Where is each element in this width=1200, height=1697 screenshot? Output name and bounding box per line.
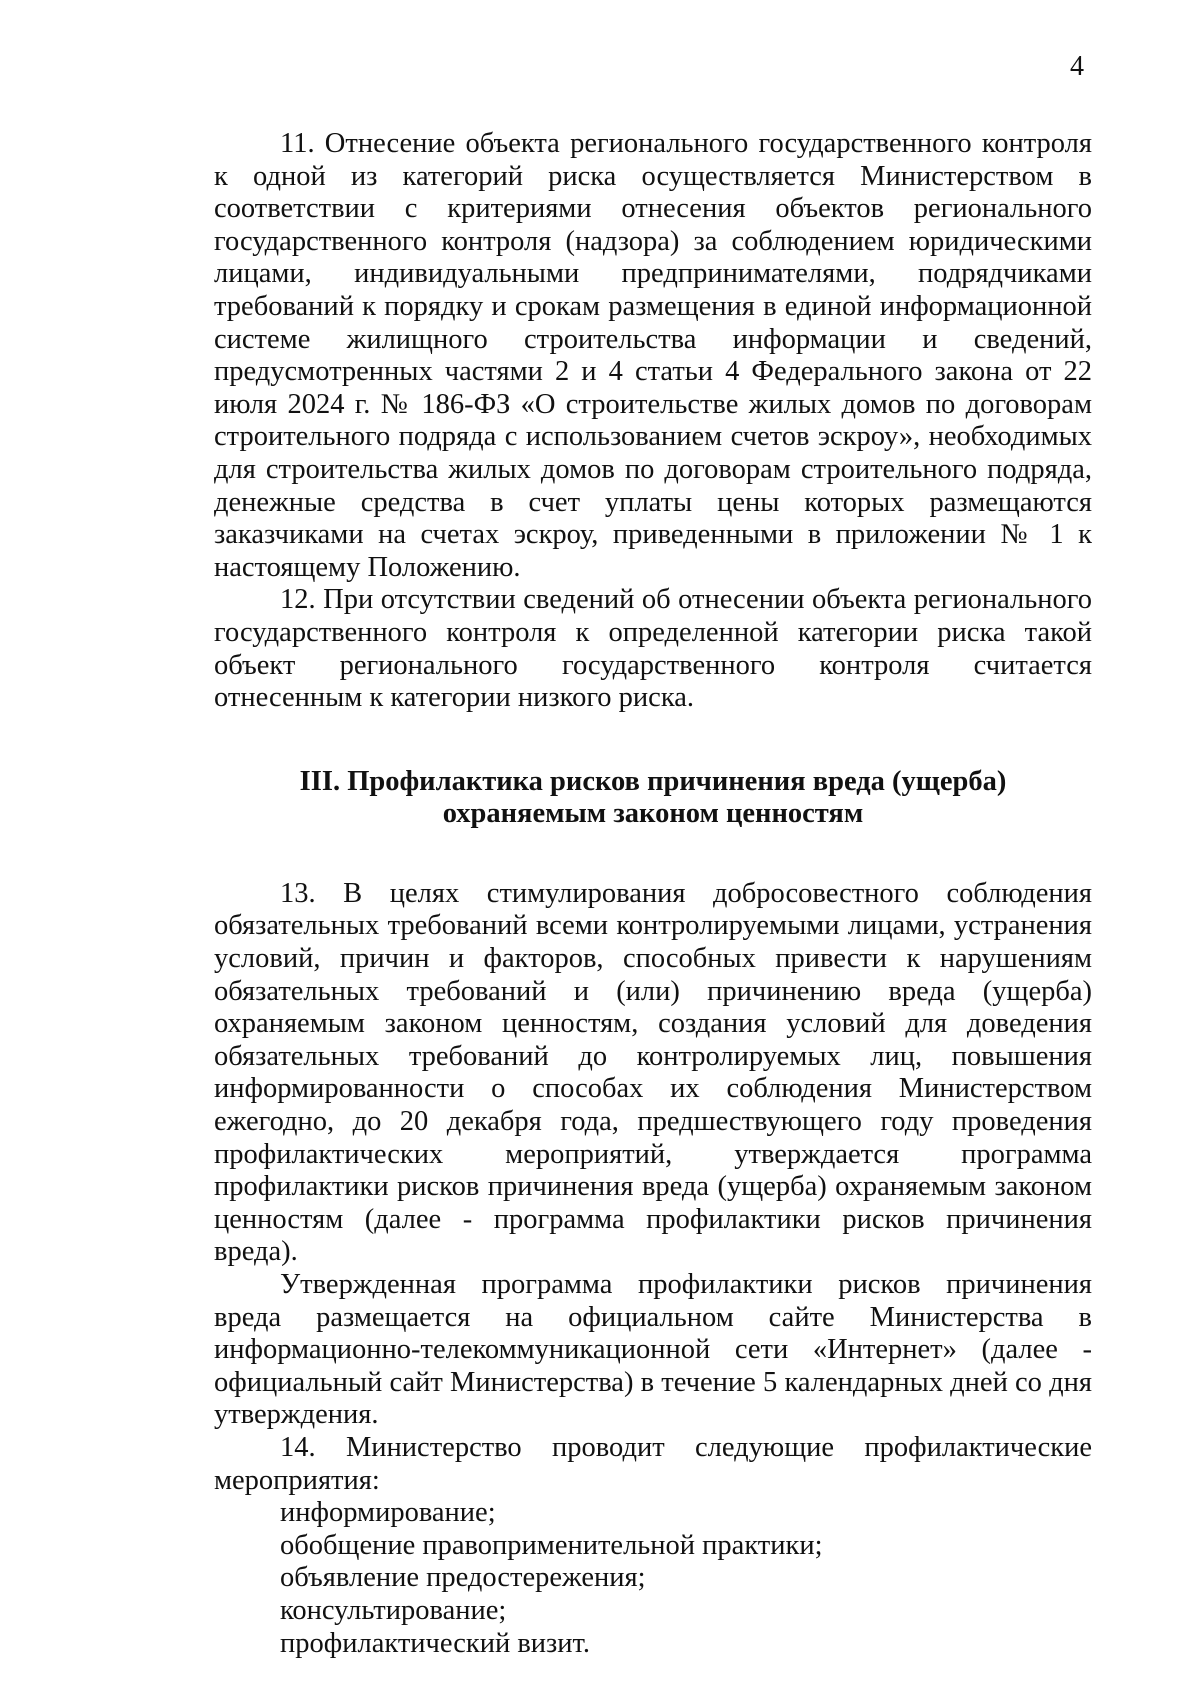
list-item: информирование; [280,1497,496,1529]
list-item: профилактический визит. [280,1627,590,1659]
section-heading-line-2: охраняемым законом ценностям [442,798,864,830]
paragraph-13: 13. В целях стимулирования добросовестного соблюдения обязательных требований всеми контролируемыми лицами, устранения условий, причин и факторов, способных привести к нарушениям обязательных требований и (или) причинению вреда (ущерба) охраняемым законом ценностям, создания условий для доведения обязательных требований до контролируемых лиц, повышения информированности о способах их соблюдения Министерством ежегодно, до 20 декабря года, предшествующего году проведения профилактических мероприятий, утверждается программа профилактики рисков причинения вреда (ущерба) охраняемым законом ценностям (далее - программа профилактики рисков причинения вреда). [214,877,1092,1268]
paragraph-14: 14. Министерство проводит следующие профилактические мероприятия: [214,1431,1092,1496]
document-body [214,128,1092,1660]
measures-list [214,1497,1092,1660]
paragraph-11: 11. Отнесение объекта регионального государственного контроля к одной из категорий риска осуществляется Министерством в соответствии с критериями отнесения объектов регионального государственного контроля (надзора) за соблюдением юридическими лицами, индивидуальными предпринимателями, подрядчиками требований к порядку и срокам размещения в единой информационной системе жилищного строительства информации и сведений, предусмотренных частями 2 и 4 статьи 4 Федерального закона от 22 июля 2024 г. № 186-ФЗ «О строительстве жилых домов по договорам строительного подряда с использованием счетов эскроу», необходимых для строительства жилых домов по договорам строительного подряда, денежные средства в счет уплаты цены которых размещаются заказчиками на счетах эскроу, приведенными в приложении № 1 к настоящему Положению. [214,128,1092,583]
list-item: консультирование; [280,1594,507,1626]
paragraph-13-continuation: Утвержденная программа профилактики рисков причинения вреда размещается на официальном сайте Министерства в информационно-телекоммуникационной сети «Интернет» (далее - официальный сайт Министерства) в течение 5 календарных дней со дня утверждения. [214,1269,1092,1431]
section-heading-line-1: III. Профилактика рисков причинения вреда (ущерба) [299,765,1007,797]
page-number: 4 [1070,51,1084,82]
paragraph-12: 12. При отсутствии сведений об отнесении объекта регионального государственного контроля к определенной категории риска такой объект регионального государственного контроля считается отнесенным к категории низкого риска. [214,584,1092,714]
list-item: обобщение правоприменительной практики; [280,1529,823,1561]
section-heading [214,766,1092,831]
list-item: объявление предостережения; [280,1562,646,1594]
